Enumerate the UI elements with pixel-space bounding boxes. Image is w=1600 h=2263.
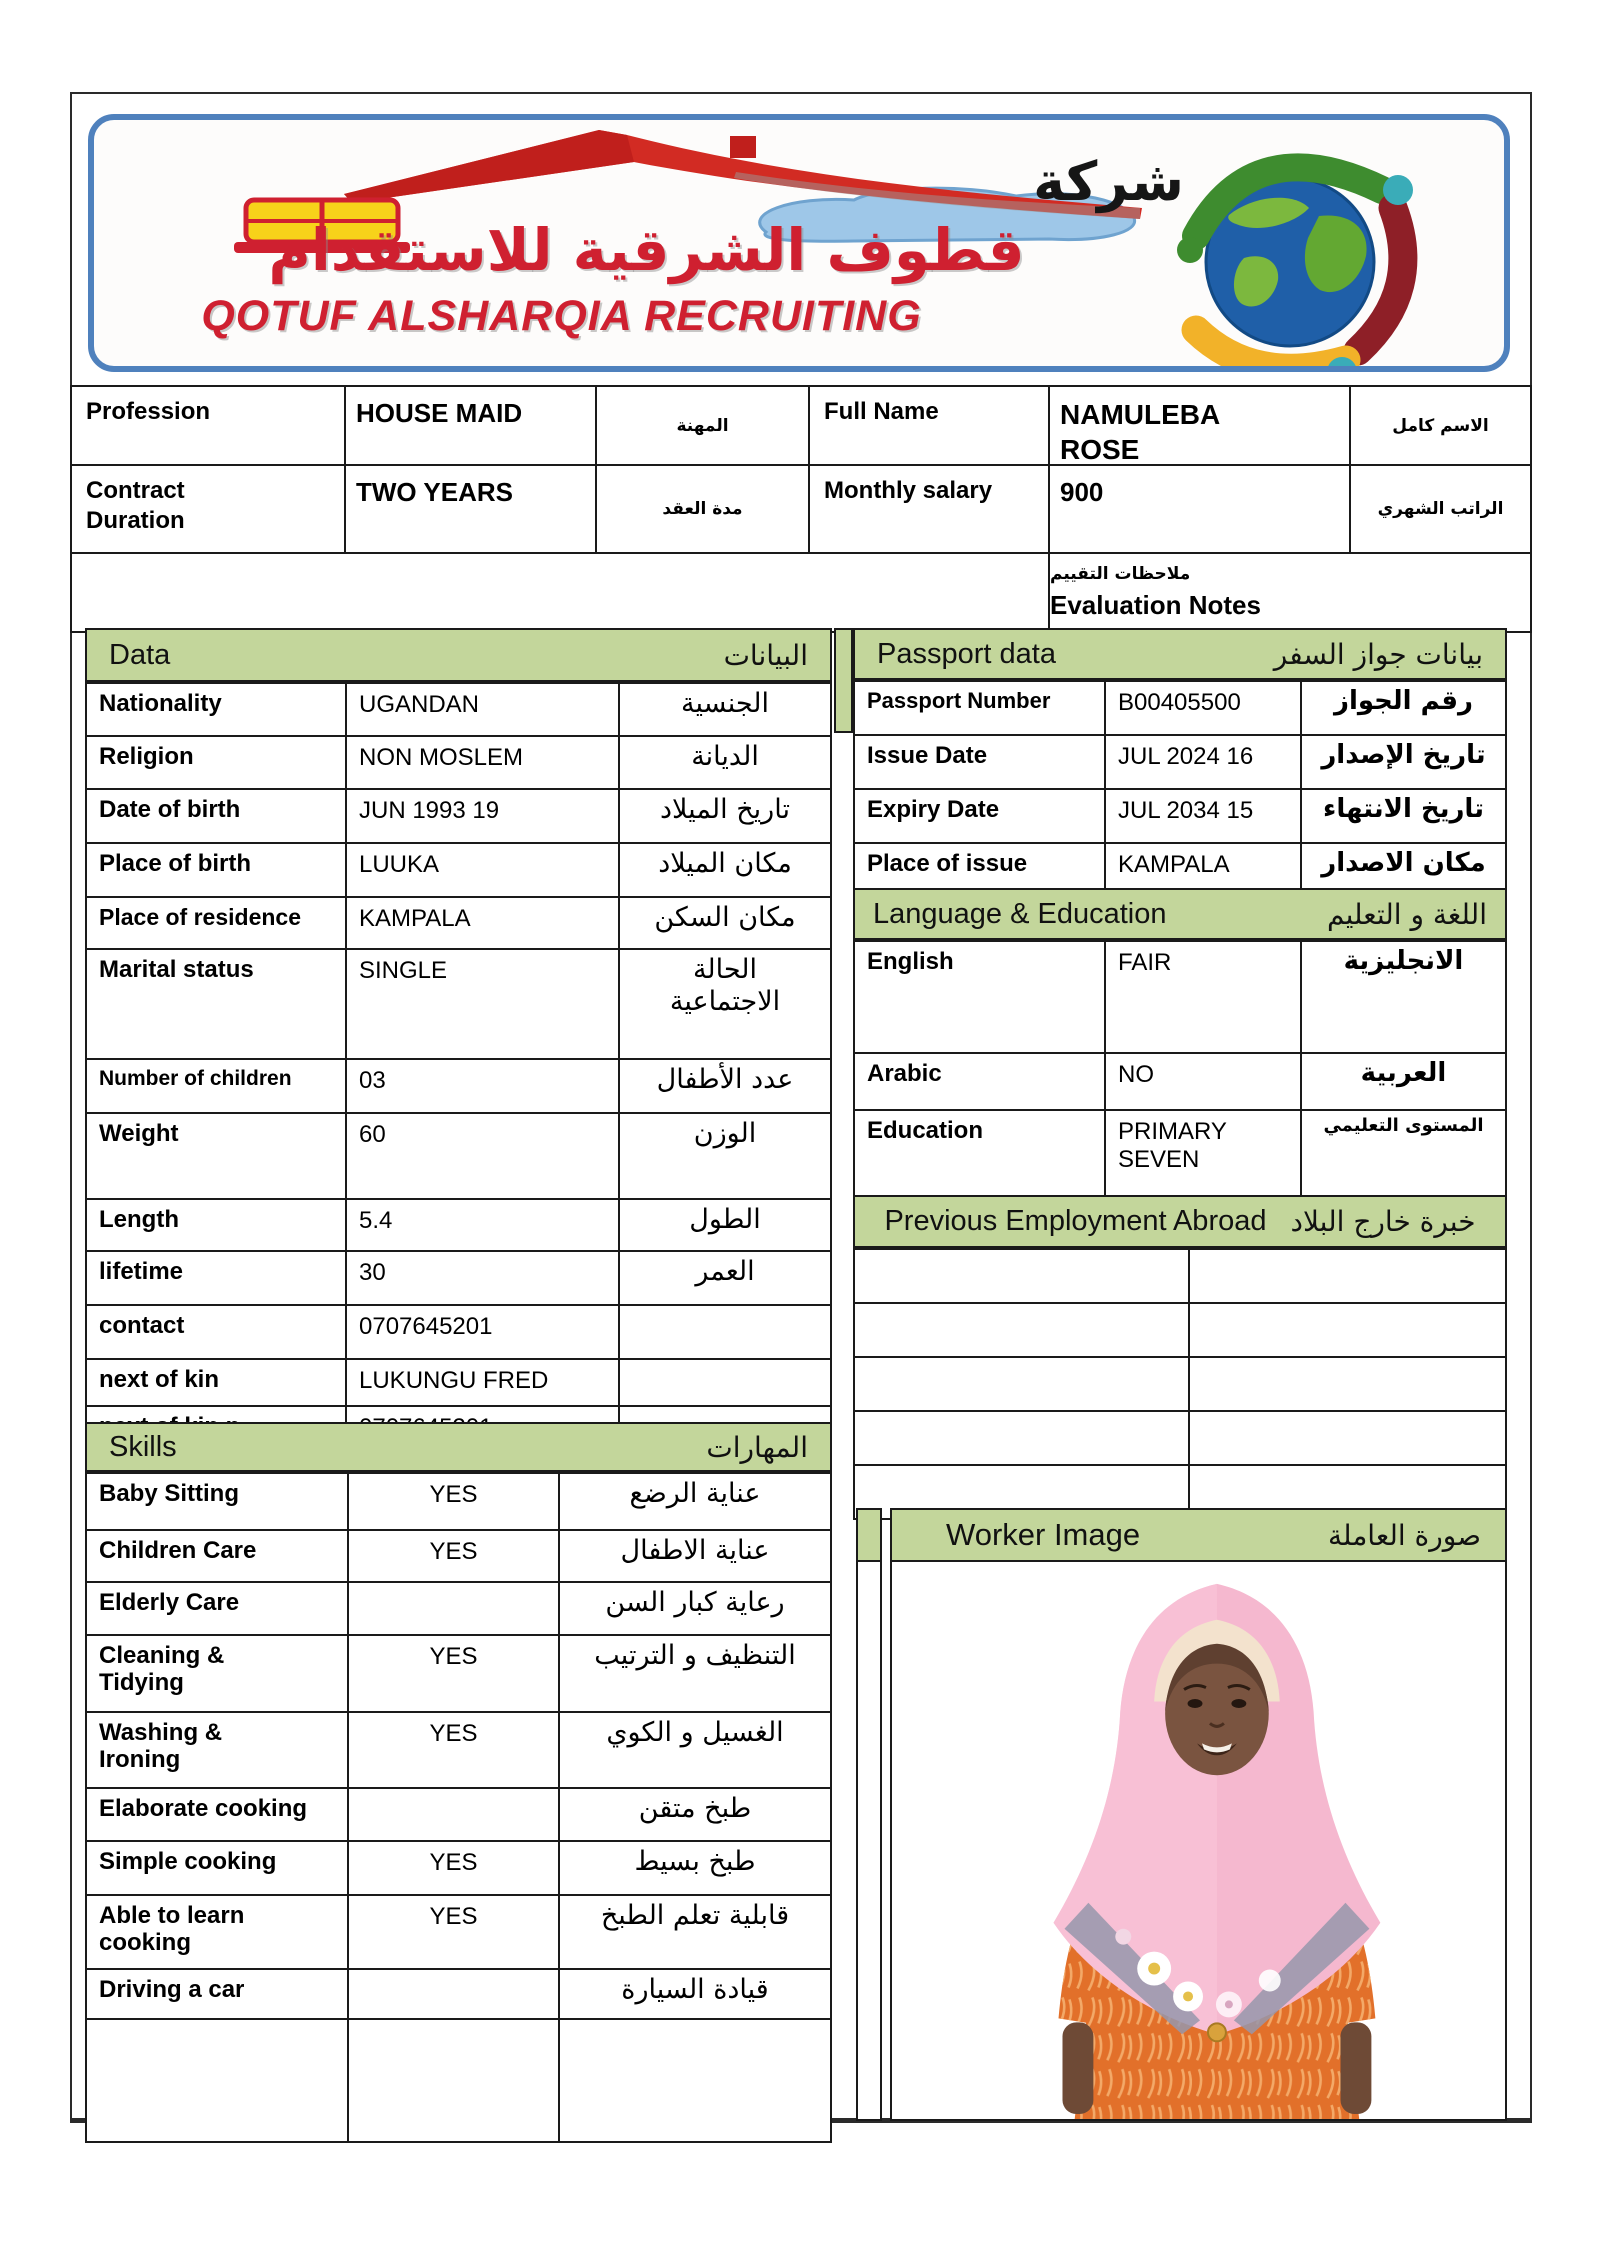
table-row [87, 1058, 830, 1112]
row-label-arabic: التنظيف و الترتيب [594, 1640, 796, 1671]
row-label: Nationality [99, 690, 222, 717]
previous-employment-title: Previous Employment Abroad [884, 1205, 1267, 1237]
row-value: 30 [359, 1259, 386, 1286]
row-label-arabic: مكان السكن [654, 902, 796, 933]
row-value: PRIMARY SEVEN [1118, 1118, 1227, 1173]
row-label: Expiry Date [867, 796, 1000, 823]
table-row [72, 552, 1530, 631]
row-label-arabic: عدد الأطفال [656, 1064, 794, 1095]
row-label: Cleaning & Tidying [99, 1642, 225, 1696]
data-table [85, 682, 832, 1450]
row-label-arabic: قابلية تعلم الطبخ [600, 1900, 790, 1931]
table-row [87, 1711, 830, 1787]
table-row [855, 682, 1505, 734]
row-value: LUKUNGU FRED [359, 1367, 549, 1394]
company-logo [94, 120, 1504, 366]
row-value: 0707645201 [359, 1313, 493, 1340]
contract-duration-value: TWO YEARS [356, 477, 513, 507]
row-value: KAMPALA [359, 905, 471, 932]
row-label: Religion [99, 743, 194, 770]
empty-cell [1188, 1412, 1505, 1464]
row-label: Able to learn cooking [99, 1902, 245, 1956]
table-row [855, 1109, 1505, 1201]
table-row [87, 1529, 830, 1581]
row-label-arabic: تاريخ الميلاد [660, 794, 790, 825]
row-label: Education [867, 1117, 984, 1144]
table-row [87, 1968, 830, 2018]
row-label-arabic: قيادة السيارة [621, 1974, 769, 2005]
row-label: next of kin [99, 1366, 220, 1393]
monthly-salary-label: Monthly salary [824, 477, 993, 504]
table-row [87, 2018, 830, 2141]
data-title-arabic: البيانات [723, 638, 808, 672]
row-label-arabic: طبخ متقن [638, 1793, 752, 1824]
row-label: Elaborate cooking [99, 1795, 308, 1822]
table-row [855, 942, 1505, 1052]
evaluation-notes-label: Evaluation Notes [1050, 590, 1261, 620]
empty-cell [1188, 1358, 1505, 1410]
row-label-arabic: تاريخ الانتهاء [1323, 794, 1484, 824]
language-education-title-arabic: اللغة و التعليم [1326, 897, 1487, 931]
row-label: Simple cooking [99, 1848, 277, 1875]
table-row [87, 1474, 830, 1529]
empty-cell [855, 1304, 1188, 1356]
row-value: JUL 2024 16 [1118, 743, 1254, 770]
row-label: Children Care [99, 1537, 257, 1564]
profession-label-arabic: المهنة [676, 415, 729, 436]
table-row [87, 1894, 830, 1968]
row-label-arabic: عناية الاطفال [620, 1535, 770, 1566]
row-label: Driving a car [99, 1976, 245, 2003]
table-row [855, 734, 1505, 788]
row-value: 60 [359, 1121, 386, 1148]
skills-table [85, 1472, 832, 2143]
empty-cell [855, 1412, 1188, 1464]
table-row [87, 684, 830, 735]
table-row [72, 464, 1530, 552]
evaluation-notes-arabic: ملاحظات التقييم [1050, 564, 1191, 584]
row-value: NON MOSLEM [359, 744, 524, 771]
table-row [87, 1581, 830, 1634]
contract-duration-label: Contract Duration [86, 477, 185, 534]
full-name-label: Full Name [824, 398, 939, 425]
row-label-arabic: العربية [1360, 1058, 1447, 1088]
row-value: 03 [359, 1067, 386, 1094]
row-label: Elderly Care [99, 1589, 240, 1616]
row-label: Issue Date [867, 742, 988, 769]
empty-cell [855, 1358, 1188, 1410]
company-name-arabic-word: شركة [1033, 150, 1184, 213]
row-value: YES [429, 1538, 478, 1565]
table-row [855, 1250, 1505, 1302]
table-row [87, 1250, 830, 1304]
data-section-header [85, 628, 832, 682]
table-row [855, 788, 1505, 842]
row-label: Baby Sitting [99, 1480, 240, 1507]
row-label-arabic: الغسيل و الكوي [606, 1717, 784, 1748]
company-name-arabic: قطوف الشرقية للاستقدام [268, 216, 1025, 284]
table-row [87, 788, 830, 842]
row-value: YES [429, 1849, 478, 1876]
row-label: Marital status [99, 956, 254, 983]
row-label-arabic: الجنسية [681, 688, 770, 719]
table-row [855, 1356, 1505, 1410]
passport-table [853, 680, 1507, 898]
empty-cell [1188, 1250, 1505, 1302]
row-label: Weight [99, 1120, 179, 1147]
worker-image-title: Worker Image [946, 1517, 1141, 1552]
row-value: YES [429, 1720, 478, 1747]
row-value: YES [429, 1903, 478, 1930]
full-name-label-arabic: الاسم كامل [1392, 415, 1489, 436]
table-row [855, 1052, 1505, 1109]
table-row [87, 735, 830, 788]
row-label: Length [99, 1206, 179, 1233]
row-label-arabic: رعاية كبار السن [605, 1587, 785, 1618]
row-label-arabic: مكان الميلاد [658, 848, 792, 879]
row-label: contact [99, 1312, 185, 1339]
row-label-arabic: طبخ بسيط [634, 1846, 756, 1877]
row-label-arabic: الديانة [691, 741, 759, 772]
row-label: Place of birth [99, 850, 252, 877]
table-row [87, 1840, 830, 1894]
row-label: English [867, 948, 954, 975]
company-name-english: QOTUF ALSHARQIA RECRUITING [201, 292, 922, 340]
table-row [72, 387, 1530, 464]
data-title: Data [109, 638, 171, 671]
table-row [855, 1410, 1505, 1464]
row-label-arabic: المستوى التعليمي [1323, 1115, 1484, 1136]
table-row [87, 1787, 830, 1840]
table-row [87, 1358, 830, 1405]
empty-cell [1188, 1304, 1505, 1356]
row-label-arabic: الوزن [693, 1118, 757, 1149]
table-row [87, 948, 830, 1058]
worker-image-side-cell [856, 1562, 882, 2121]
language-education-section-header [853, 888, 1507, 940]
skills-title: Skills [109, 1430, 177, 1463]
row-label-arabic: عناية الرضع [629, 1478, 761, 1509]
table-row [87, 1634, 830, 1711]
globe-icon [1177, 167, 1413, 366]
previous-employment-title-arabic: خبرة خارج البلاد [1290, 1205, 1476, 1238]
row-label-arabic: مكان الاصدار [1321, 848, 1486, 878]
row-label: Arabic [867, 1060, 942, 1087]
profession-label: Profession [86, 398, 211, 425]
row-label: Place of residence [99, 904, 301, 930]
worker-image-corner-cell [856, 1508, 882, 1562]
row-value: YES [429, 1643, 478, 1670]
row-label-arabic: الانجليزية [1343, 946, 1464, 976]
contract-duration-label-arabic: مدة العقد [662, 499, 743, 519]
row-label: Passport Number [867, 688, 1051, 713]
row-label: Place of issue [867, 850, 1028, 877]
row-value: JUL 2034 15 [1118, 797, 1254, 824]
row-value: YES [429, 1481, 478, 1508]
row-label: lifetime [99, 1258, 184, 1285]
row-value: SINGLE [359, 957, 448, 984]
row-value: JUN 1993 19 [359, 797, 500, 824]
row-label: Washing & Ironing [99, 1719, 223, 1773]
passport-title-arabic: بيانات جواز السفر [1273, 637, 1483, 671]
table-row [87, 896, 830, 948]
row-value: FAIR [1118, 949, 1172, 976]
table-row [855, 1302, 1505, 1356]
summary-table [70, 385, 1532, 633]
row-value: LUUKA [359, 851, 440, 878]
row-value: 5.4 [359, 1207, 393, 1234]
previous-employment-section-header [853, 1195, 1507, 1248]
row-label-arabic: الحالة الاجتماعية [669, 954, 781, 1018]
table-row [87, 1304, 830, 1358]
previous-employment-table [853, 1248, 1507, 1520]
empty-cell [72, 554, 1048, 631]
row-label: Number of children [99, 1067, 292, 1090]
skills-title-arabic: المهارات [706, 1430, 808, 1464]
passport-section-header [853, 628, 1507, 680]
row-label-arabic: العمر [695, 1256, 755, 1287]
row-value: KAMPALA [1118, 851, 1230, 878]
table-row [87, 1112, 830, 1198]
evaluation-notes-cell [1048, 554, 1530, 631]
table-row [87, 842, 830, 896]
worker-photo [890, 1562, 1507, 2121]
company-logo-banner [88, 114, 1510, 372]
worker-photo-illustration [892, 1562, 1507, 2121]
row-label-arabic: الطول [689, 1204, 761, 1235]
row-label-arabic: رقم الجواز [1333, 686, 1474, 716]
green-spacer-cell [834, 628, 853, 733]
row-value: UGANDAN [359, 691, 480, 718]
row-value: NO [1118, 1061, 1154, 1088]
language-education-title: Language & Education [873, 897, 1167, 930]
worker-image-title-arabic: صورة العاملة [1328, 1518, 1481, 1552]
row-label-arabic: تاريخ الإصدار [1321, 740, 1486, 770]
empty-cell [855, 1250, 1188, 1302]
worker-image-section-header [890, 1508, 1507, 1562]
profession-value: HOUSE MAID [356, 398, 523, 428]
passport-title: Passport data [877, 637, 1056, 670]
row-label: Date of birth [99, 796, 241, 823]
row-value: B00405500 [1118, 689, 1241, 716]
table-row [87, 1198, 830, 1250]
language-education-table [853, 940, 1507, 1203]
monthly-salary-value: 900 [1060, 477, 1104, 507]
skills-section-header [85, 1422, 832, 1472]
monthly-salary-label-arabic: الراتب الشهري [1377, 499, 1504, 519]
full-name-value: NAMULEBA ROSE [1060, 399, 1220, 464]
